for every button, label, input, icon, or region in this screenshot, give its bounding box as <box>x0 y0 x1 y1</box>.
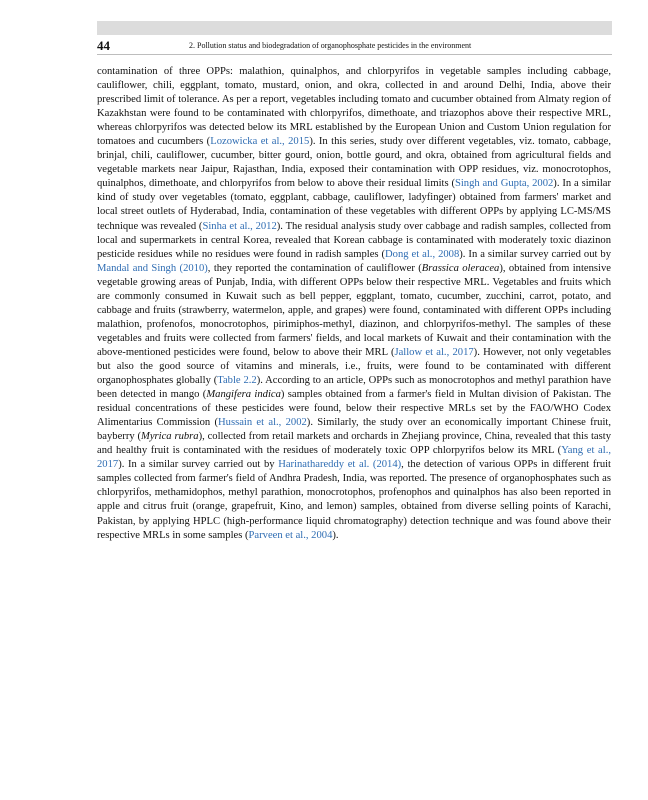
text-run: ) samples obtained from a farmer's field in Multan division of Pakistan. The residual concentrations of these pesticides were found, below their respective MRLs set by the FAO/WHO Codex Alimentarius Commission ( <box>97 389 611 429</box>
running-head <box>97 38 612 55</box>
text-run: ). In a similar kind of study over vegetables (tomato, eggplant, cabbage, cauliflower, ladyfinger) obtained from farmers' market and local street outlets of Hyderabad, India, contamination of these vegetables with different OPPs by applying LC-MS/MS technique was revealed ( <box>97 178 611 232</box>
text-run: ). The residual analysis study over cabbage and radish samples, collected from local and supermarkets in central Korea, revealed that Korean cabbage is contaminated with moderately toxic diazinon pesticide residues while no residues were found in radish samples ( <box>97 220 611 260</box>
citation-link[interactable]: Hussain et al., 2002 <box>218 417 307 429</box>
text-run: ), obtained from intensive vegetable growing areas of Punjab, India, with different OPPs below their respective MRL. Vegetables and fruits which are commonly consumed in Kuwait such as bell pepper, eggplant, tomato, cucumber, zucchini, carrot, potato, and cabbage and fruits (strawberry, watermelon, apple, and grapes) were found, contaminated with different OPPs including malathion, profenofos, monocrotophos, pirimiphos-methyl, diazinon, and chlorpyrifos-methyl. The samples of these vegetables and fruits were collected from farmers' fields, and local markets of Kuwait and their contamination with the above-mentioned pesticides were found, below to above their MRL ( <box>97 262 611 358</box>
text-run: ). However, not only vegetables but also the good source of vitamins and minerals, i.e., fruits, were found to be contaminated with different organophosphates globally ( <box>97 346 611 387</box>
citation-link[interactable]: Lozowicka et al., 2015 <box>210 136 310 148</box>
text-run: contamination of three OPPs: malathion, quinalphos, and chlorpyrifos in vegetable samples including cabbage, cauliflower, chili, eggplant, tomato, mustard, onion, and okra, collected in and around Delhi, India, above their prescribed limit of tolerance. As per a report, vegetables including tomato and cucumber obtained from Almaty region of Kazakhstan were found to be contaminated with chlorpyrifos, dimethoate, and triazophos above their respective MRL, whereas chlorpyrifos was detected below its MRL established by the European Union and Custom Union regulation for tomatoes and cucumbers ( <box>97 66 611 148</box>
species-name: Mangifera indica <box>206 389 281 401</box>
species-name: Myrica rubra <box>141 431 199 443</box>
citation-link[interactable]: Yang et al., 2017 <box>97 445 611 471</box>
text-run: ). <box>332 529 339 541</box>
citation-link[interactable]: Harinathareddy et al. (2014) <box>278 459 402 471</box>
citation-link[interactable]: Mandal and Singh (2010) <box>97 262 208 274</box>
chapter-title: 2. Pollution status and biodegradation of organophosphate pesticides in the environment <box>189 41 472 50</box>
citation-link[interactable]: Sinha et al., 2012 <box>202 220 277 232</box>
text-run: ). According to an article, OPPs such as monocrotophos and methyl parathion have been detected in mango ( <box>97 375 611 401</box>
text-run: ), collected from retail markets and orchards in Zhejiang province, China, revealed that this tasty and healthy fruit is contaminated with the residues of moderately toxic OPP chlorpyrifos below its MRL ( <box>97 431 611 457</box>
body-text <box>97 65 611 543</box>
species-name: Brassica oleracea <box>421 262 500 274</box>
text-run: ). In a similar survey carried out by <box>118 459 279 471</box>
text-run: , they reported the contamination of cauliflower ( <box>207 262 422 274</box>
citation-link[interactable]: Dong et al., 2008 <box>385 248 460 260</box>
page-number: 44 <box>97 38 110 53</box>
text-run: , the detection of various OPPs in different fruit samples collected from farmer's field of Andhra Pradesh, India, was reported. The presence of organophosphates such as chlorpyrifos, methamidophos, methyl parathion, monocrotophos, profenophos and quinalphos has also been reported in apple and citrus fruit (orange, grapefruit, Kino, and lemon) samples, obtained from diverse selling points of Karachi, Pakistan, by applying HPLC (high-performance liquid chromatography) detection technique and was found above their respective MRLs in some samples ( <box>97 459 612 541</box>
text-run: ). In this series, study over different vegetables, viz. tomato, cabbage, brinjal, chili, cauliflower, cucumber, bitter gourd, onion, bottle gourd, and okra, obtained from agricultural fields and vegetable markets near Jaipur, Rajasthan, India, exposed their contamination with OPP residues, viz. monocrotophos, quinalphos, dimethoate, and chlorpyrifos from below to above their residual limits ( <box>97 136 611 190</box>
text-run: ). In a similar survey carried out by <box>459 248 611 260</box>
citation-link[interactable]: Jallow et al., 2017 <box>394 346 474 358</box>
paragraph <box>97 65 611 543</box>
citation-link[interactable]: Singh and Gupta, 2002 <box>454 178 554 190</box>
text-run: ). Similarly, the study over an economically important Chinese fruit, bayberry ( <box>97 417 611 443</box>
citation-link[interactable]: Parveen et al., 2004 <box>248 529 333 541</box>
table-link[interactable]: Table 2.2 <box>217 375 257 387</box>
header-band <box>97 21 612 35</box>
